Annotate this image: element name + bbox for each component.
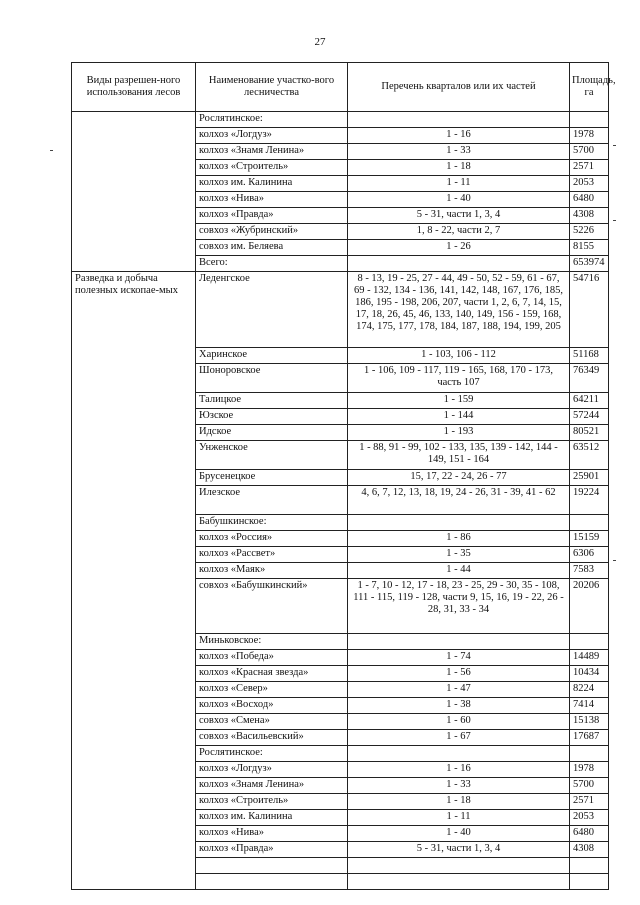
quarters-cell: 1 - 74 [348,650,570,666]
total-label: Всего: [196,256,348,272]
header-area: Площадь, га [570,63,609,112]
forestry-cell: колхоз «Знамя Ленина» [196,144,348,160]
area-cell: 7583 [570,563,609,579]
quarters-cell: 1 - 67 [348,730,570,746]
forestry-cell: колхоз «Логдуз» [196,128,348,144]
forestry-cell: колхоз «Рассвет» [196,547,348,563]
forestry-cell: Леденгское [196,272,348,348]
forestry-cell: совхоз «Жубринский» [196,224,348,240]
quarters-cell: 1 - 44 [348,563,570,579]
forestry-cell: колхоз «Нива» [196,826,348,842]
area-cell [570,858,609,874]
area-cell: 64211 [570,393,609,409]
quarters-cell: 1, 8 - 22, части 2, 7 [348,224,570,240]
quarters-cell: 5 - 31, части 1, 3, 4 [348,842,570,858]
area-cell: 54716 [570,272,609,348]
forestry-cell: совхоз им. Беляева [196,240,348,256]
area-cell: 15138 [570,714,609,730]
quarters-cell: 8 - 13, 19 - 25, 27 - 44, 49 - 50, 52 - 59, 61 - 67, 69 - 132, 134 - 136, 141, 142, 148, 167, 176, 185, 186, 195 - 198, 206, 207, части 1, 2, 6, 7, 14, 15, 17, 18, 26, 45, 46, 133, 140, 149, 156 - 159, 168, 174, 175, 177, 178, 184, 187, 188, 194, 199, 205 [348,272,570,348]
forestry-cell: Рослятинское: [196,112,348,128]
forestry-cell: совхоз «Васильевский» [196,730,348,746]
area-cell: 63512 [570,441,609,470]
use-cell-continued [72,112,196,272]
forestry-cell [196,858,348,874]
area-cell: 5700 [570,778,609,794]
area-cell: 25901 [570,470,609,486]
area-cell [570,874,609,890]
forestry-cell: Брусенецкое [196,470,348,486]
forestry-cell: Илезское [196,486,348,515]
quarters-cell: 1 - 16 [348,762,570,778]
quarters-cell [348,112,570,128]
header-use: Виды разрешен-ного использования лесов [72,63,196,112]
forestry-cell: Миньковское: [196,634,348,650]
quarters-cell: 5 - 31, части 1, 3, 4 [348,208,570,224]
area-cell: 51168 [570,348,609,364]
quarters-cell: 1 - 18 [348,794,570,810]
forestry-cell: Рослятинское: [196,746,348,762]
forestry-cell: колхоз «Логдуз» [196,762,348,778]
area-cell [570,112,609,128]
forestry-cell: колхоз «Победа» [196,650,348,666]
quarters-cell: 1 - 11 [348,810,570,826]
area-cell: 1978 [570,762,609,778]
quarters-cell: 1 - 88, 91 - 99, 102 - 133, 135, 139 - 142, 144 - 149, 151 - 164 [348,441,570,470]
quarters-cell: 1 - 86 [348,531,570,547]
header-forestry: Наименование участко-вого лесничества [196,63,348,112]
forestry-cell: колхоз «Строитель» [196,794,348,810]
area-cell: 2053 [570,176,609,192]
quarters-cell: 1 - 193 [348,425,570,441]
area-cell: 8155 [570,240,609,256]
forestry-cell: совхоз «Бабушкинский» [196,579,348,634]
area-cell: 4308 [570,208,609,224]
header-quarters: Перечень кварталов или их частей [348,63,570,112]
quarters-cell: 1 - 159 [348,393,570,409]
quarters-cell [348,515,570,531]
quarters-cell: 1 - 106, 109 - 117, 119 - 165, 168, 170 - 173, часть 107 [348,364,570,393]
area-cell: 6306 [570,547,609,563]
area-cell: 80521 [570,425,609,441]
area-cell [570,746,609,762]
margin-mark [50,150,53,151]
area-cell: 14489 [570,650,609,666]
area-cell: 20206 [570,579,609,634]
quarters-cell: 15, 17, 22 - 24, 26 - 77 [348,470,570,486]
area-cell: 76349 [570,364,609,393]
quarters-cell: 1 - 38 [348,698,570,714]
quarters-cell: 1 - 103, 106 - 112 [348,348,570,364]
area-cell [570,515,609,531]
quarters-cell: 1 - 56 [348,666,570,682]
forestry-cell: колхоз им. Калинина [196,176,348,192]
forestry-cell: колхоз «Строитель» [196,160,348,176]
area-cell: 6480 [570,192,609,208]
table-header-row [72,63,609,112]
quarters-cell: 1 - 16 [348,128,570,144]
area-cell: 4308 [570,842,609,858]
area-cell: 19224 [570,486,609,515]
quarters-cell: 1 - 47 [348,682,570,698]
use-cell-mining: Разведка и добыча полезных ископае-мых [72,272,196,890]
forestry-cell [196,874,348,890]
forestry-cell: Талицкое [196,393,348,409]
table-row [72,272,609,348]
forestry-cell: колхоз «Красная звезда» [196,666,348,682]
page-number: 27 [314,36,326,48]
forestry-cell: колхоз «Север» [196,682,348,698]
quarters-cell: 1 - 7, 10 - 12, 17 - 18, 23 - 25, 29 - 30, 35 - 108, 111 - 115, 119 - 128, части 9, 15, 16, 19 - 22, 26 - 28, 31, 33 - 34 [348,579,570,634]
quarters-cell [348,256,570,272]
forestry-cell: колхоз им. Калинина [196,810,348,826]
forestry-cell: колхоз «Нива» [196,192,348,208]
forestry-cell: Харинское [196,348,348,364]
forestry-cell: колхоз «Восход» [196,698,348,714]
forestry-cell: Юзское [196,409,348,425]
forestry-cell: совхоз «Смена» [196,714,348,730]
quarters-cell: 1 - 60 [348,714,570,730]
forestry-cell: колхоз «Правда» [196,208,348,224]
quarters-cell: 1 - 26 [348,240,570,256]
margin-mark [613,560,616,561]
quarters-cell [348,746,570,762]
forestry-cell: колхоз «Правда» [196,842,348,858]
area-cell: 17687 [570,730,609,746]
forestry-cell: Унженское [196,441,348,470]
area-cell [570,634,609,650]
area-cell: 7414 [570,698,609,714]
area-cell: 1978 [570,128,609,144]
quarters-cell [348,858,570,874]
margin-mark [613,220,616,221]
quarters-cell: 1 - 33 [348,778,570,794]
forestry-cell: колхоз «Маяк» [196,563,348,579]
forestry-cell: Шоноровское [196,364,348,393]
area-cell: 10434 [570,666,609,682]
area-cell: 2571 [570,160,609,176]
area-cell: 57244 [570,409,609,425]
forestry-cell: колхоз «Россия» [196,531,348,547]
quarters-cell: 4, 6, 7, 12, 13, 18, 19, 24 - 26, 31 - 39, 41 - 62 [348,486,570,515]
area-cell: 6480 [570,826,609,842]
quarters-cell: 1 - 144 [348,409,570,425]
area-cell: 5700 [570,144,609,160]
table-row [72,112,609,128]
forestry-cell: колхоз «Знамя Ленина» [196,778,348,794]
total-area: 653974 [570,256,609,272]
forestry-cell: Идское [196,425,348,441]
quarters-cell: 1 - 35 [348,547,570,563]
quarters-cell: 1 - 40 [348,826,570,842]
quarters-cell: 1 - 11 [348,176,570,192]
area-cell: 5226 [570,224,609,240]
area-cell: 2053 [570,810,609,826]
area-cell: 15159 [570,531,609,547]
forestry-cell: Бабушкинское: [196,515,348,531]
margin-mark [613,145,616,146]
area-cell: 8224 [570,682,609,698]
quarters-cell: 1 - 33 [348,144,570,160]
quarters-cell [348,634,570,650]
quarters-cell: 1 - 40 [348,192,570,208]
quarters-cell [348,874,570,890]
forest-use-table [71,62,616,890]
quarters-cell: 1 - 18 [348,160,570,176]
area-cell: 2571 [570,794,609,810]
